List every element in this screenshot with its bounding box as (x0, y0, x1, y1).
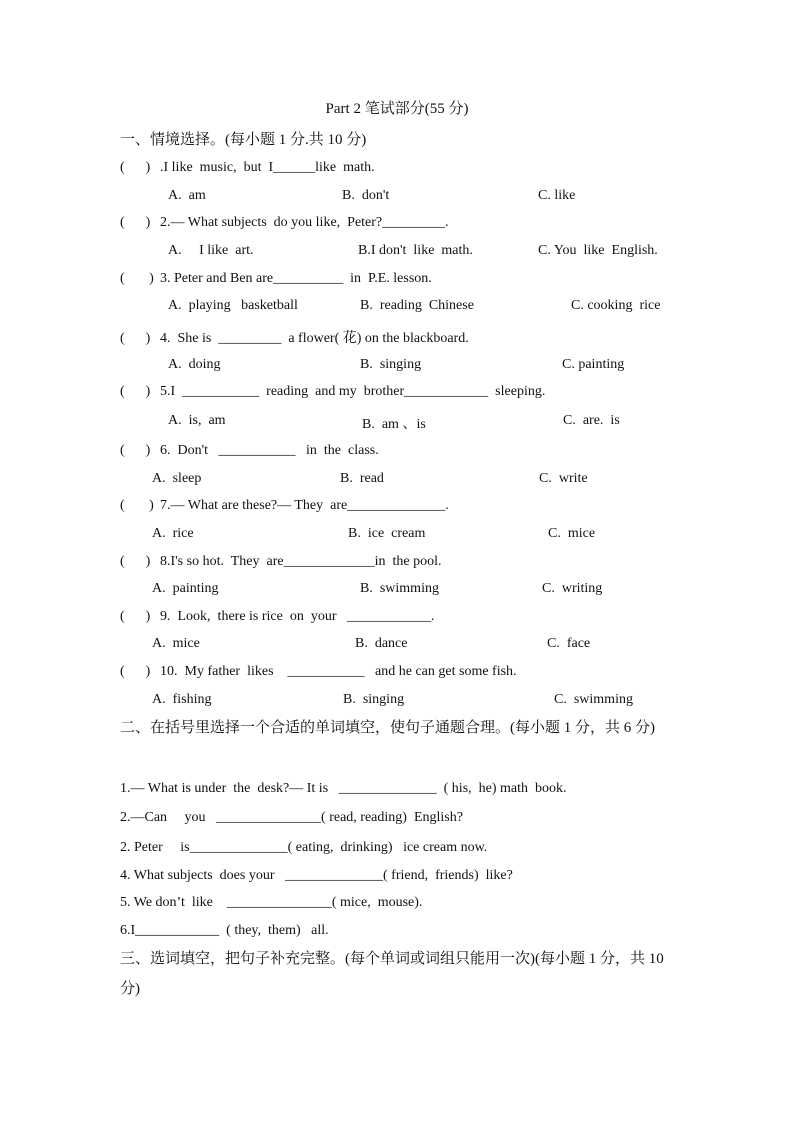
option-a: A. doing (168, 357, 221, 372)
option-a: A. mice (152, 636, 200, 651)
fill-item-2: 2.—Can you _______________( read, reading) English? (120, 810, 463, 825)
answer-paren[interactable]: ( ) (120, 384, 151, 399)
question-4 (120, 327, 469, 347)
question-9 (120, 609, 435, 625)
option-a: A. painting (152, 581, 219, 596)
answer-paren[interactable]: ( ) (120, 609, 151, 624)
option-c: C. writing (542, 581, 603, 596)
option-b: B. don't (342, 188, 390, 203)
section1-heading: 一、情境选择。(每小题 1 分.共 10 分) (120, 132, 367, 148)
question-6 (120, 443, 379, 459)
option-c: C. cooking rice (571, 298, 661, 313)
question-text: 4. She is _________ a flower( 花) on the blackboard. (160, 331, 469, 346)
option-c: C. swimming (554, 692, 633, 707)
option-b: B. ice cream (348, 526, 426, 541)
question-10 (120, 664, 517, 680)
option-b: B. am 、is (362, 417, 426, 432)
answer-paren[interactable]: ( ) (120, 271, 154, 286)
question-1 (120, 160, 375, 176)
option-a: A. I like art. (168, 243, 254, 258)
answer-paren[interactable]: ( ) (120, 331, 151, 346)
question-text: .I like music, but I______like math. (160, 160, 375, 175)
question-text: 7.— What are these?— They are______________. (160, 498, 449, 513)
question-text: 9. Look, there is rice on your ____________. (160, 609, 435, 624)
answer-paren[interactable]: ( ) (120, 215, 151, 230)
option-a: A. playing basketball (168, 298, 298, 313)
question-text: 5.I ___________ reading and my brother____________ sleeping. (160, 384, 546, 399)
section3-heading: 三、选词填空，把句子补充完整。(每个单词或词组只能用一次)(每小题 1 分，共 10 分) (120, 951, 664, 997)
question-2 (120, 215, 449, 231)
answer-paren[interactable]: ( ) (120, 554, 151, 569)
question-text: 3. Peter and Ben are__________ in P.E. lesson. (160, 271, 432, 286)
option-c: C. are. is (563, 413, 620, 428)
fill-item-6: 6.I____________ ( they, them) all. (120, 923, 329, 938)
fill-item-4: 4. What subjects does your ______________( friend, friends) like? (120, 868, 513, 883)
question-text: 6. Don't ___________ in the class. (160, 443, 379, 458)
answer-paren[interactable]: ( ) (120, 443, 151, 458)
question-5 (120, 384, 545, 400)
fill-item-5: 5. We don’t like _______________( mice, mouse). (120, 895, 423, 910)
option-c: C. write (539, 471, 588, 486)
option-c: C. painting (562, 357, 625, 372)
option-a: A. sleep (152, 471, 202, 486)
option-a: A. is, am (168, 413, 226, 428)
question-3 (120, 271, 432, 287)
option-b: B. dance (355, 636, 408, 651)
option-a: A. fishing (152, 692, 212, 707)
option-a: A. am (168, 188, 206, 203)
option-c: C. like (538, 188, 576, 203)
answer-paren[interactable]: ( ) (120, 498, 154, 513)
fill-item-1: 1.— What is under the desk?— It is ______________ ( his, he) math book. (120, 781, 567, 796)
option-b: B.I don't like math. (358, 243, 473, 258)
option-b: B. singing (360, 357, 422, 372)
option-a: A. rice (152, 526, 194, 541)
page-title: Part 2 笔试部分(55 分) (325, 101, 469, 117)
section2-heading: 二、在括号里选择一个合适的单词填空，使句子通题合理。(每小题 1 分，共 6 分) (120, 720, 655, 736)
question-8 (120, 554, 441, 570)
option-b: B. reading Chinese (360, 298, 474, 313)
option-b: B. swimming (360, 581, 439, 596)
question-text: 8.I's so hot. They are_____________in the pool. (160, 554, 442, 569)
option-b: B. singing (343, 692, 405, 707)
answer-paren[interactable]: ( ) (120, 664, 151, 679)
answer-paren[interactable]: ( ) (120, 160, 151, 175)
question-text: 10. My father likes ___________ and he can get some fish. (160, 664, 517, 679)
question-7 (120, 498, 449, 514)
option-b: B. read (340, 471, 384, 486)
fill-item-3: 2. Peter is______________( eating, drinking) ice cream now. (120, 840, 488, 855)
option-c: C. face (547, 636, 591, 651)
question-text: 2.— What subjects do you like, Peter?_________. (160, 215, 449, 230)
option-c: C. mice (548, 526, 596, 541)
option-c: C. You like English. (538, 243, 658, 258)
